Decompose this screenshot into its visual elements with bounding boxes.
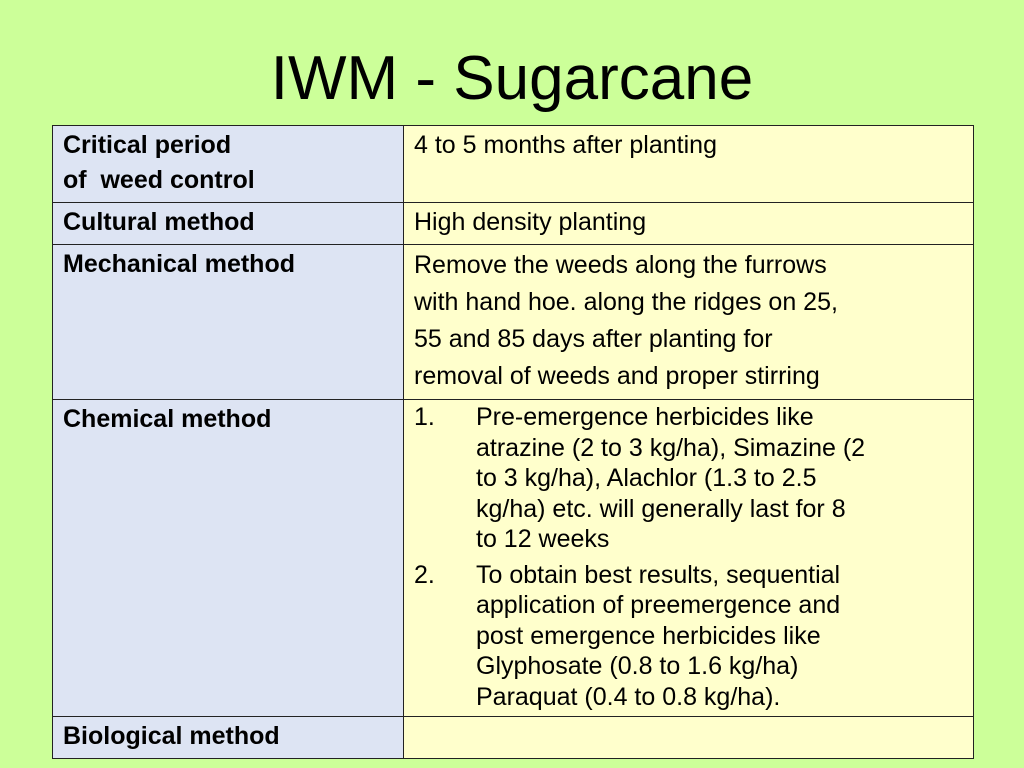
row-value-line: 55 and 85 days after planting for (414, 325, 773, 353)
list-item-line: Paraquat (0.4 to 0.8 kg/ha). (476, 682, 781, 711)
table-row-cultural-method (53, 203, 974, 245)
row-label-mechanical-method: Mechanical method (53, 245, 404, 400)
row-value-critical-period (404, 126, 974, 203)
slide-title: IWM - Sugarcane (270, 44, 754, 113)
list-item-line: to 3 kg/ha), Alachlor (1.3 to 2.5 (476, 464, 817, 492)
row-value-biological-method (404, 717, 974, 759)
table-row-biological-method (53, 717, 974, 759)
row-label-line: Critical period (63, 131, 232, 159)
table-row-chemical-method (53, 400, 974, 717)
list-item-line: Pre-emergence herbicides like (476, 403, 814, 431)
row-label-line: of weed control (63, 166, 255, 194)
list-item-number: 1. (414, 403, 435, 431)
list-item (414, 560, 963, 713)
row-value-chemical-method (404, 400, 974, 717)
list-item-line: atrazine (2 to 3 kg/ha), Simazine (2 (476, 433, 866, 462)
row-label-cultural-method: Cultural method (53, 203, 404, 245)
list-item (414, 402, 963, 555)
iwm-table (52, 125, 974, 759)
row-label-biological-method: Biological method (53, 717, 404, 759)
row-value-cultural-method: High density planting (404, 203, 974, 245)
list-item-line: to 12 weeks (476, 525, 610, 553)
row-value-mechanical-method (404, 245, 974, 400)
list-item-number: 2. (414, 560, 435, 589)
row-label-chemical-method: Chemical method (53, 400, 404, 717)
list-item-line: kg/ha) etc. will generally last for 8 (476, 494, 846, 523)
row-label-critical-period (53, 126, 404, 203)
row-value-line: with hand hoe. along the ridges on 25, (414, 288, 838, 316)
list-item-line: Glyphosate (0.8 to 1.6 kg/ha) (476, 652, 799, 680)
list-item-line: post emergence herbicides like (476, 621, 821, 650)
list-item-text (476, 560, 963, 713)
row-value-text: 4 to 5 months after planting (414, 131, 717, 159)
row-value-line: Remove the weeds along the furrows (414, 251, 827, 279)
list-item-text (476, 402, 963, 555)
row-value-line: removal of weeds and proper stirring (414, 362, 820, 390)
table-row-mechanical-method (53, 245, 974, 400)
list-item-line: To obtain best results, sequential (476, 560, 841, 589)
list-item-line: application of preemergence and (476, 591, 841, 619)
table-row-critical-period (53, 126, 974, 203)
